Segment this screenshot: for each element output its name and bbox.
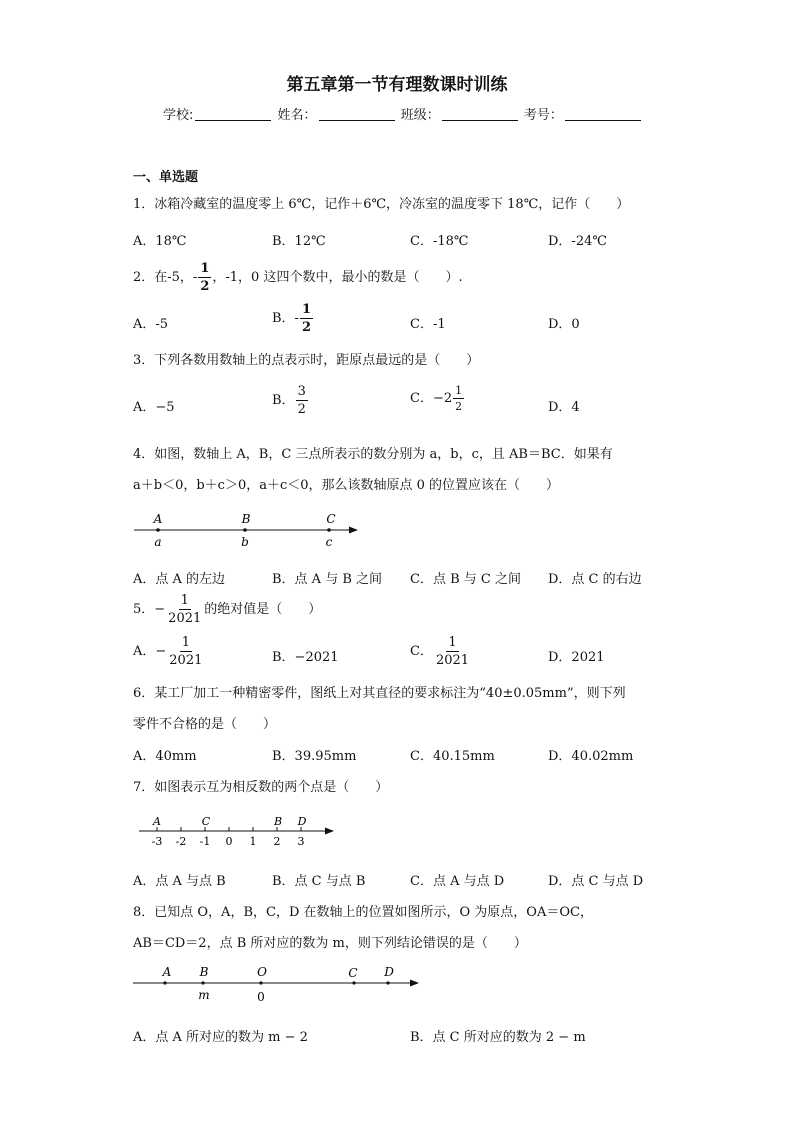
- q3-option-d[interactable]: D．4: [548, 400, 580, 415]
- q1-option-b[interactable]: B．12℃: [272, 234, 326, 249]
- q7-tick-label: -2: [175, 835, 187, 848]
- q8-option-a[interactable]: A．点 A 所对应的数为 m − 2: [133, 1030, 308, 1045]
- q5-option-a-fraction: [167, 636, 204, 667]
- q5-option-a-pre: A．−: [133, 644, 167, 659]
- q5-option-c-num: 1: [448, 635, 457, 650]
- q8-point-c: [352, 981, 355, 984]
- q4-point-a: [156, 528, 160, 532]
- q2-option-b-fraction: [300, 303, 313, 334]
- q5-stem-post: 的绝对值是（ ）: [204, 602, 322, 617]
- class-label: 班级：: [400, 108, 440, 123]
- q5-option-c[interactable]: [410, 636, 472, 667]
- q7-tick-label: 3: [297, 835, 305, 848]
- name-blank[interactable]: [319, 108, 395, 121]
- q1-option-d[interactable]: D．-24℃: [548, 234, 607, 249]
- q7-label-d: D: [297, 815, 307, 828]
- school-blank[interactable]: [195, 108, 271, 121]
- q2-option-a[interactable]: A．-5: [133, 317, 169, 332]
- q4-label-b: B: [241, 512, 251, 526]
- q8-value-b: m: [198, 988, 210, 1002]
- q7-option-b[interactable]: B．点 C 与点 B: [272, 874, 366, 889]
- q7-label-a: A: [153, 815, 161, 828]
- q2-option-b-den: 2: [301, 320, 311, 335]
- q4-option-a[interactable]: A．点 A 的左边: [133, 572, 226, 587]
- q5-option-a[interactable]: [133, 636, 205, 667]
- q5-fraction-num: 1: [180, 593, 189, 608]
- q8-label-a: A: [162, 965, 172, 979]
- q8-label-o: O: [257, 965, 267, 979]
- q7-tick-label: 2: [273, 835, 281, 848]
- q7-option-a[interactable]: A．点 A 与点 B: [133, 874, 226, 889]
- q3-option-b-pre: B．: [272, 393, 295, 408]
- q8-value-o: 0: [257, 990, 265, 1004]
- q5-option-c-den: 2021: [435, 653, 470, 668]
- q5-option-c-fraction: [434, 636, 471, 667]
- q6-option-c[interactable]: C．40.15mm: [410, 749, 495, 764]
- q5-fraction: [166, 594, 203, 625]
- page-title: 第五章第一节有理数课时训练: [286, 75, 508, 95]
- q5-stem-pre: 5．−: [133, 602, 166, 617]
- q7-number-line: [135, 812, 345, 852]
- q7-label-b: B: [273, 815, 283, 828]
- q2-fraction: [198, 262, 211, 293]
- q7-label-c: C: [201, 815, 211, 828]
- q7-stem: 7．如图表示互为相反数的两个点是（ ）: [133, 780, 389, 795]
- q4-option-c[interactable]: C．点 B 与 C 之间: [410, 572, 521, 587]
- school-label: 学校:: [163, 108, 194, 123]
- q6-line1: 6．某工厂加工一种精密零件，图纸上对其直径的要求标注为“40±0.05mm”，则下列: [133, 686, 626, 701]
- q2-option-b-num: 1: [301, 302, 311, 317]
- q1-option-c[interactable]: C．-18℃: [410, 234, 469, 249]
- q8-option-b[interactable]: B．点 C 所对应的数为 2 − m: [410, 1030, 586, 1045]
- class-blank[interactable]: [442, 108, 518, 121]
- q8-point-a: [163, 981, 166, 984]
- q1-option-a[interactable]: A．18℃: [133, 234, 187, 249]
- q3-stem: 3．下列各数用数轴上的点表示时，距原点最远的是（ ）: [133, 353, 480, 368]
- q5-option-d[interactable]: D．2021: [548, 650, 605, 665]
- q3-option-b-fraction: [296, 385, 308, 416]
- q5-option-a-den: 2021: [169, 653, 203, 668]
- student-info-line: [163, 104, 643, 123]
- q7-option-c[interactable]: C．点 A 与点 D: [410, 874, 505, 889]
- q3-option-c-num: 1: [455, 384, 463, 397]
- q7-option-d[interactable]: D．点 C 与点 D: [548, 874, 644, 889]
- q8-line2: AB＝CD＝2，点 B 所对应的数为 m，则下列结论错误的是（ ）: [133, 936, 527, 951]
- q6-option-b[interactable]: B．39.95mm: [272, 749, 357, 764]
- q3-option-c-fraction: [453, 385, 464, 412]
- q4-point-b: [243, 528, 247, 532]
- q5-stem: [133, 594, 321, 625]
- name-label: 姓名：: [277, 108, 317, 123]
- section-heading: 一、单选题: [133, 170, 199, 185]
- q5-fraction-den: 2021: [168, 611, 202, 626]
- q8-label-b: B: [199, 965, 209, 979]
- q4-value-b: b: [241, 535, 249, 549]
- q2-stem-post: ，-1，0 这四个数中，最小的数是（ ）.: [212, 270, 463, 285]
- q7-tick-label: -1: [199, 835, 211, 848]
- q3-option-c-pre: C．−2: [410, 391, 453, 406]
- q4-label-c: C: [326, 512, 336, 526]
- q8-line1: 8．已知点 O，A，B，C，D 在数轴上的位置如图所示，O 为原点，OA＝OC，: [133, 905, 593, 920]
- q2-option-d[interactable]: D．0: [548, 317, 580, 332]
- q8-label-c: C: [348, 966, 358, 980]
- q5-option-a-num: 1: [181, 635, 190, 650]
- q2-stem: [133, 262, 463, 293]
- q3-option-b-den: 2: [297, 402, 306, 417]
- q7-tick-label: 1: [249, 835, 257, 848]
- q4-label-a: A: [153, 512, 163, 526]
- number-blank[interactable]: [565, 108, 641, 121]
- q2-option-b[interactable]: [272, 303, 314, 334]
- q4-axis-arrow: [349, 527, 358, 534]
- q8-label-d: D: [384, 965, 394, 979]
- q5-option-c-pre: C．: [410, 644, 433, 659]
- q7-axis-arrow: [325, 828, 334, 835]
- q8-point-d: [386, 981, 389, 984]
- q2-option-c[interactable]: C．-1: [410, 317, 446, 332]
- q8-axis-arrow: [410, 980, 419, 987]
- q3-option-b[interactable]: [272, 385, 309, 416]
- q7-tick-label: 0: [225, 835, 233, 848]
- q4-value-a: a: [154, 535, 162, 549]
- q2-option-b-pre: B．-: [272, 311, 299, 326]
- q6-line2: 零件不合格的是（ ）: [133, 717, 277, 732]
- q4-option-d[interactable]: D．点 C 的右边: [548, 572, 642, 587]
- q7-tick-label: -3: [151, 835, 163, 848]
- q2-fraction-num: 1: [200, 261, 210, 276]
- q3-option-a[interactable]: A．−5: [133, 400, 175, 415]
- q6-option-a[interactable]: A．40mm: [133, 749, 197, 764]
- q8-point-b: [201, 981, 204, 984]
- q3-option-c[interactable]: [410, 385, 465, 412]
- q8-point-o: [259, 981, 262, 984]
- number-label: 考号：: [523, 108, 563, 123]
- q4-point-c: [327, 528, 331, 532]
- q8-number-line: [130, 962, 430, 1007]
- q5-option-b[interactable]: B．−2021: [272, 650, 339, 665]
- q2-fraction-den: 2: [200, 279, 210, 294]
- q4-option-b[interactable]: B．点 A 与 B 之间: [272, 572, 383, 587]
- q4-line2: a＋b＜0，b＋c＞0，a＋c＜0，那么该数轴原点 0 的位置应该在（ ）: [133, 478, 560, 493]
- q3-option-c-den: 2: [455, 400, 463, 413]
- q6-option-d[interactable]: D．40.02mm: [548, 749, 634, 764]
- q3-option-b-num: 3: [297, 384, 306, 399]
- q4-line1: 4．如图，数轴上 A，B，C 三点所表示的数分别为 a，b，c，且 AB＝BC．如果有: [133, 447, 613, 462]
- q2-stem-pre: 2．在-5，-: [133, 270, 198, 285]
- q4-number-line: [130, 508, 370, 553]
- q1-stem: 1．冰箱冷藏室的温度零上 6℃，记作＋6℃，冷冻室的温度零下 18℃，记作（ ）: [133, 197, 630, 212]
- q4-value-c: c: [325, 535, 333, 549]
